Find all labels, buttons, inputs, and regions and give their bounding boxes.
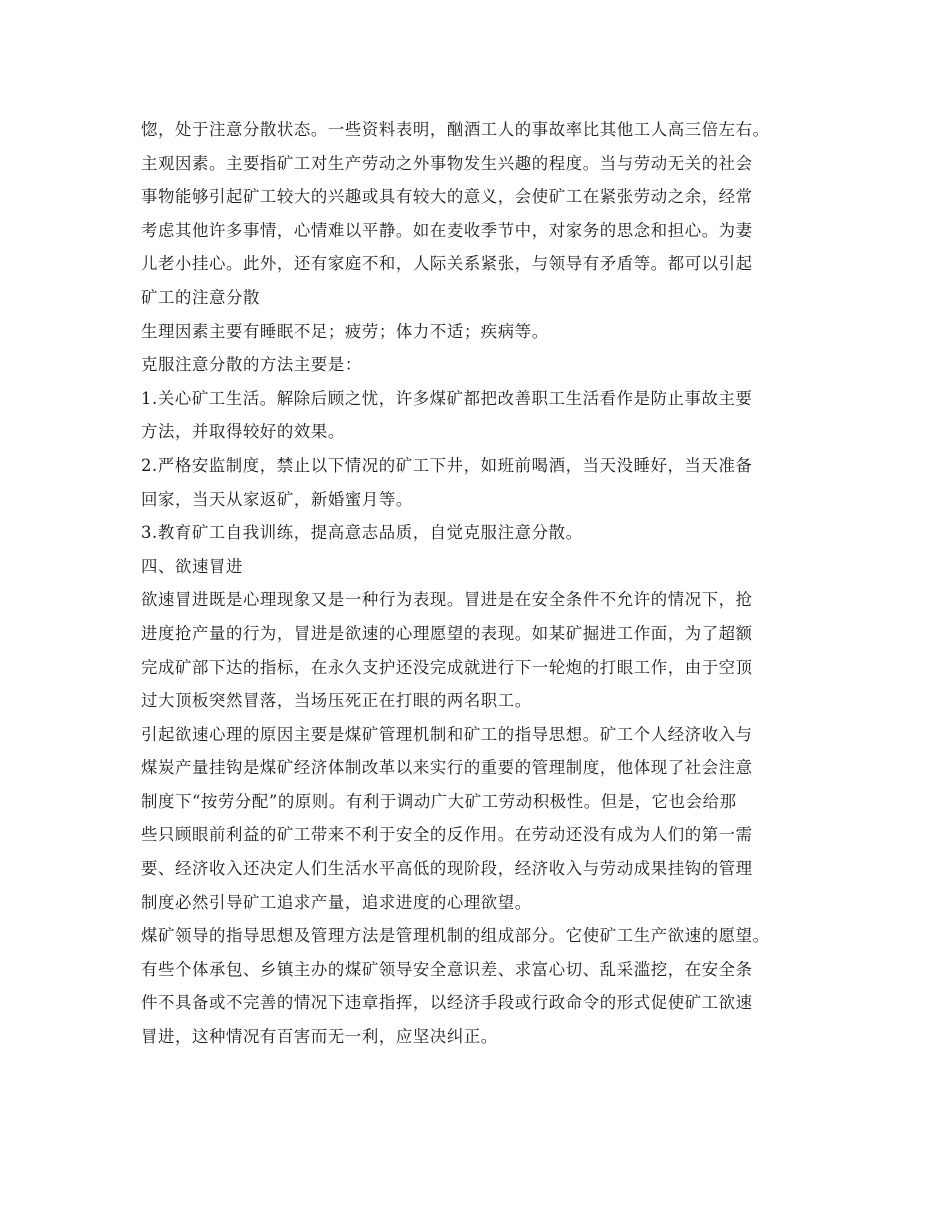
text-line: 有些个体承包、乡镇主办的煤矿领导安全意识差、求富心切、乱采滥挖，在安全条 <box>141 959 753 979</box>
text-line: 事物能够引起矿工较大的兴趣或具有较大的意义，会使矿工在紧张劳动之余，经常 <box>141 187 753 207</box>
text-line: 矿工的注意分散 <box>141 287 260 307</box>
list-item: 1.关心矿工生活。解除后顾之忧，许多煤矿都把改善职工生活看作是防止事故主要 <box>141 388 753 408</box>
text-line: 完成矿部下达的指标，在永久支护还没完成就进行下一轮炮的打眼工作，由于空顶 <box>141 657 753 677</box>
text-line: 主观因素。主要指矿工对生产劳动之外事物发生兴趣的程度。当与劳动无关的社会 <box>141 153 753 173</box>
text-line: 儿老小挂心。此外，还有家庭不和，人际关系紧张，与领导有矛盾等。都可以引起 <box>141 254 753 274</box>
text-line: 煤炭产量挂钩是煤矿经济体制改革以来实行的重要的管理制度，他体现了社会注意 <box>141 758 753 778</box>
text-line: 欲速冒进既是心理现象又是一种行为表现。冒进是在安全条件不允许的情况下，抢 <box>141 590 753 610</box>
text-line: 过大顶板突然冒落，当场压死正在打眼的两名职工。 <box>141 691 532 711</box>
text-line: 方法，并取得较好的效果。 <box>141 422 345 442</box>
text-line: 煤矿领导的指导思想及管理方法是管理机制的组成部分。它使矿工生产欲速的愿望。 <box>141 926 770 946</box>
text-line: 生理因素主要有睡眠不足；疲劳；体力不适；疾病等。 <box>141 321 549 341</box>
text-line: 进度抢产量的行为，冒进是欲速的心理愿望的表现。如某矿掘进工作面，为了超额 <box>141 623 753 643</box>
text-line: 制度必然引导矿工追求产量，追求进度的心理欲望。 <box>141 892 532 912</box>
list-item: 3.教育矿工自我训练，提高意志品质，自觉克服注意分散。 <box>141 523 583 543</box>
text-line: 回家，当天从家返矿，新婚蜜月等。 <box>141 489 413 509</box>
text-line: 引起欲速心理的原因主要是煤矿管理机制和矿工的指导思想。矿工个人经济收入与 <box>141 724 753 744</box>
text-line: 惚，处于注意分散状态。一些资料表明，酗酒工人的事故率比其他工人高三倍左右。 <box>141 120 770 139</box>
text-line: 克服注意分散的方法主要是： <box>141 355 362 375</box>
text-line: 考虑其他许多事情，心情难以平静。如在麦收季节中，对家务的思念和担心。为妻 <box>141 220 753 240</box>
document-body <box>141 113 816 1054</box>
text-line: 件不具备或不完善的情况下违章指挥，以经济手段或行政命令的形式促使矿工欲速 <box>141 993 753 1013</box>
list-item: 2.严格安监制度，禁止以下情况的矿工下井，如班前喝酒，当天没睡好，当天准备 <box>141 455 753 475</box>
text-line: 要、经济收入还决定人们生活水平高低的现阶段，经济收入与劳动成果挂钩的管理 <box>141 859 753 879</box>
section-heading: 四、欲速冒进 <box>141 556 243 576</box>
text-line: 些只顾眼前利益的矿工带来不利于安全的反作用。在劳动还没有成为人们的第一需 <box>141 825 753 845</box>
text-line: 冒进，这种情况有百害而无一利，应坚决纠正。 <box>141 1027 498 1047</box>
text-line: 制度下“按劳分配”的原则。有利于调动广大矿工劳动积极性。但是，它也会给那 <box>141 791 737 811</box>
